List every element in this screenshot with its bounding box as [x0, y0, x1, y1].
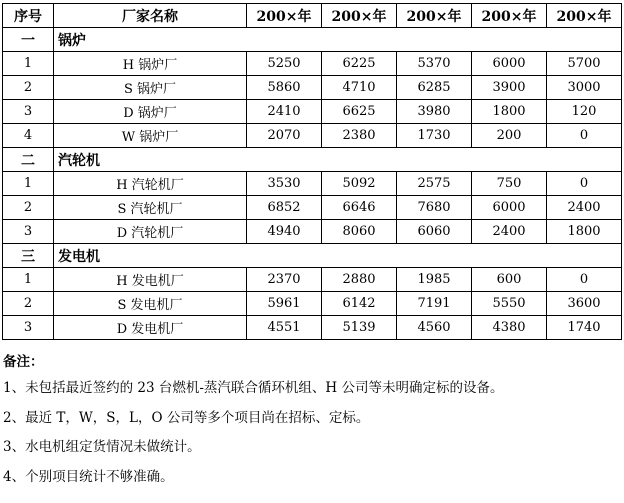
value-cell: 6142: [322, 292, 397, 316]
value-cell: 6225: [322, 52, 397, 76]
value-cell: 0: [547, 124, 622, 148]
value-cell: 5092: [322, 172, 397, 196]
value-cell: 3980: [397, 100, 472, 124]
value-cell: 6000: [472, 196, 547, 220]
section-row: [3, 28, 622, 52]
value-cell: 0: [547, 268, 622, 292]
value-cell: 6060: [397, 220, 472, 244]
value-cell: 5250: [247, 52, 322, 76]
value-cell: 5139: [322, 316, 397, 340]
header-cell-year: 200×年: [322, 4, 397, 28]
value-cell: 120: [547, 100, 622, 124]
value-cell: 7680: [397, 196, 472, 220]
section-row: [3, 244, 622, 268]
value-cell: 7191: [397, 292, 472, 316]
section-number: 一: [3, 28, 54, 52]
value-cell: 6285: [397, 76, 472, 100]
manufacturer-name: D 发电机厂: [54, 316, 247, 340]
header-cell-year: 200×年: [547, 4, 622, 28]
header-row: [3, 4, 622, 28]
table-row: [3, 220, 622, 244]
row-number: 4: [3, 124, 54, 148]
value-cell: 5370: [397, 52, 472, 76]
header-cell-year: 200×年: [472, 4, 547, 28]
value-cell: 3530: [247, 172, 322, 196]
header-cell-name: 厂家名称: [54, 4, 247, 28]
value-cell: 4940: [247, 220, 322, 244]
value-cell: 6625: [322, 100, 397, 124]
value-cell: 5550: [472, 292, 547, 316]
row-number: 2: [3, 76, 54, 100]
manufacturer-name: D 汽轮机厂: [54, 220, 247, 244]
value-cell: 600: [472, 268, 547, 292]
manufacturer-name: S 汽轮机厂: [54, 196, 247, 220]
value-cell: 2575: [397, 172, 472, 196]
row-number: 3: [3, 100, 54, 124]
header-cell-year: 200×年: [397, 4, 472, 28]
section-title: 汽轮机: [54, 148, 622, 172]
section-row: [3, 148, 622, 172]
manufacturer-name: W 锅炉厂: [54, 124, 247, 148]
table-row: [3, 268, 622, 292]
value-cell: 6000: [472, 52, 547, 76]
value-cell: 6646: [322, 196, 397, 220]
row-number: 3: [3, 220, 54, 244]
value-cell: 5700: [547, 52, 622, 76]
row-number: 1: [3, 52, 54, 76]
manufacturer-name: H 汽轮机厂: [54, 172, 247, 196]
notes-block: [0, 350, 624, 492]
value-cell: 4551: [247, 316, 322, 340]
manufacturer-name: S 锅炉厂: [54, 76, 247, 100]
value-cell: 2400: [547, 196, 622, 220]
value-cell: 4380: [472, 316, 547, 340]
section-title: 锅炉: [54, 28, 622, 52]
table-row: [3, 100, 622, 124]
value-cell: 4710: [322, 76, 397, 100]
note-item: 3、水电机组定货情况未做统计。: [3, 439, 201, 455]
table-row: [3, 124, 622, 148]
notes-title: 备注：: [3, 354, 44, 370]
note-item: 2、最近 T，W，S，L，O 公司等多个项目尚在招标、定标。: [3, 409, 370, 426]
row-number: 3: [3, 316, 54, 340]
value-cell: 2880: [322, 268, 397, 292]
manufacturer-name: D 锅炉厂: [54, 100, 247, 124]
value-cell: 2380: [322, 124, 397, 148]
value-cell: 1800: [472, 100, 547, 124]
note-item: 4、个别项目统计不够准确。: [3, 468, 174, 485]
orders-table: [2, 3, 622, 340]
header-cell-no: 序号: [3, 4, 54, 28]
row-number: 1: [3, 268, 54, 292]
value-cell: 3000: [547, 76, 622, 100]
table-row: [3, 316, 622, 340]
table-row: [3, 52, 622, 76]
section-title: 发电机: [54, 244, 622, 268]
manufacturer-name: S 发电机厂: [54, 292, 247, 316]
table-row: [3, 76, 622, 100]
value-cell: 3600: [547, 292, 622, 316]
value-cell: 5860: [247, 76, 322, 100]
value-cell: 200: [472, 124, 547, 148]
value-cell: 6852: [247, 196, 322, 220]
header-cell-year: 200×年: [247, 4, 322, 28]
table-row: [3, 196, 622, 220]
manufacturer-name: H 发电机厂: [54, 268, 247, 292]
section-number: 三: [3, 244, 54, 268]
row-number: 2: [3, 196, 54, 220]
manufacturer-name: H 锅炉厂: [54, 52, 247, 76]
value-cell: 2400: [472, 220, 547, 244]
value-cell: 2410: [247, 100, 322, 124]
value-cell: 4560: [397, 316, 472, 340]
value-cell: 750: [472, 172, 547, 196]
value-cell: 3900: [472, 76, 547, 100]
row-number: 2: [3, 292, 54, 316]
value-cell: 2070: [247, 124, 322, 148]
value-cell: 5961: [247, 292, 322, 316]
value-cell: 2370: [247, 268, 322, 292]
value-cell: 1730: [397, 124, 472, 148]
table-row: [3, 172, 622, 196]
value-cell: 8060: [322, 220, 397, 244]
section-number: 二: [3, 148, 54, 172]
value-cell: 1985: [397, 268, 472, 292]
value-cell: 0: [547, 172, 622, 196]
note-item: 1、未包括最近签约的 23 台燃机-蒸汽联合循环机组、H 公司等未明确定标的设备。: [3, 380, 504, 396]
table-row: [3, 292, 622, 316]
value-cell: 1740: [547, 316, 622, 340]
value-cell: 1800: [547, 220, 622, 244]
row-number: 1: [3, 172, 54, 196]
